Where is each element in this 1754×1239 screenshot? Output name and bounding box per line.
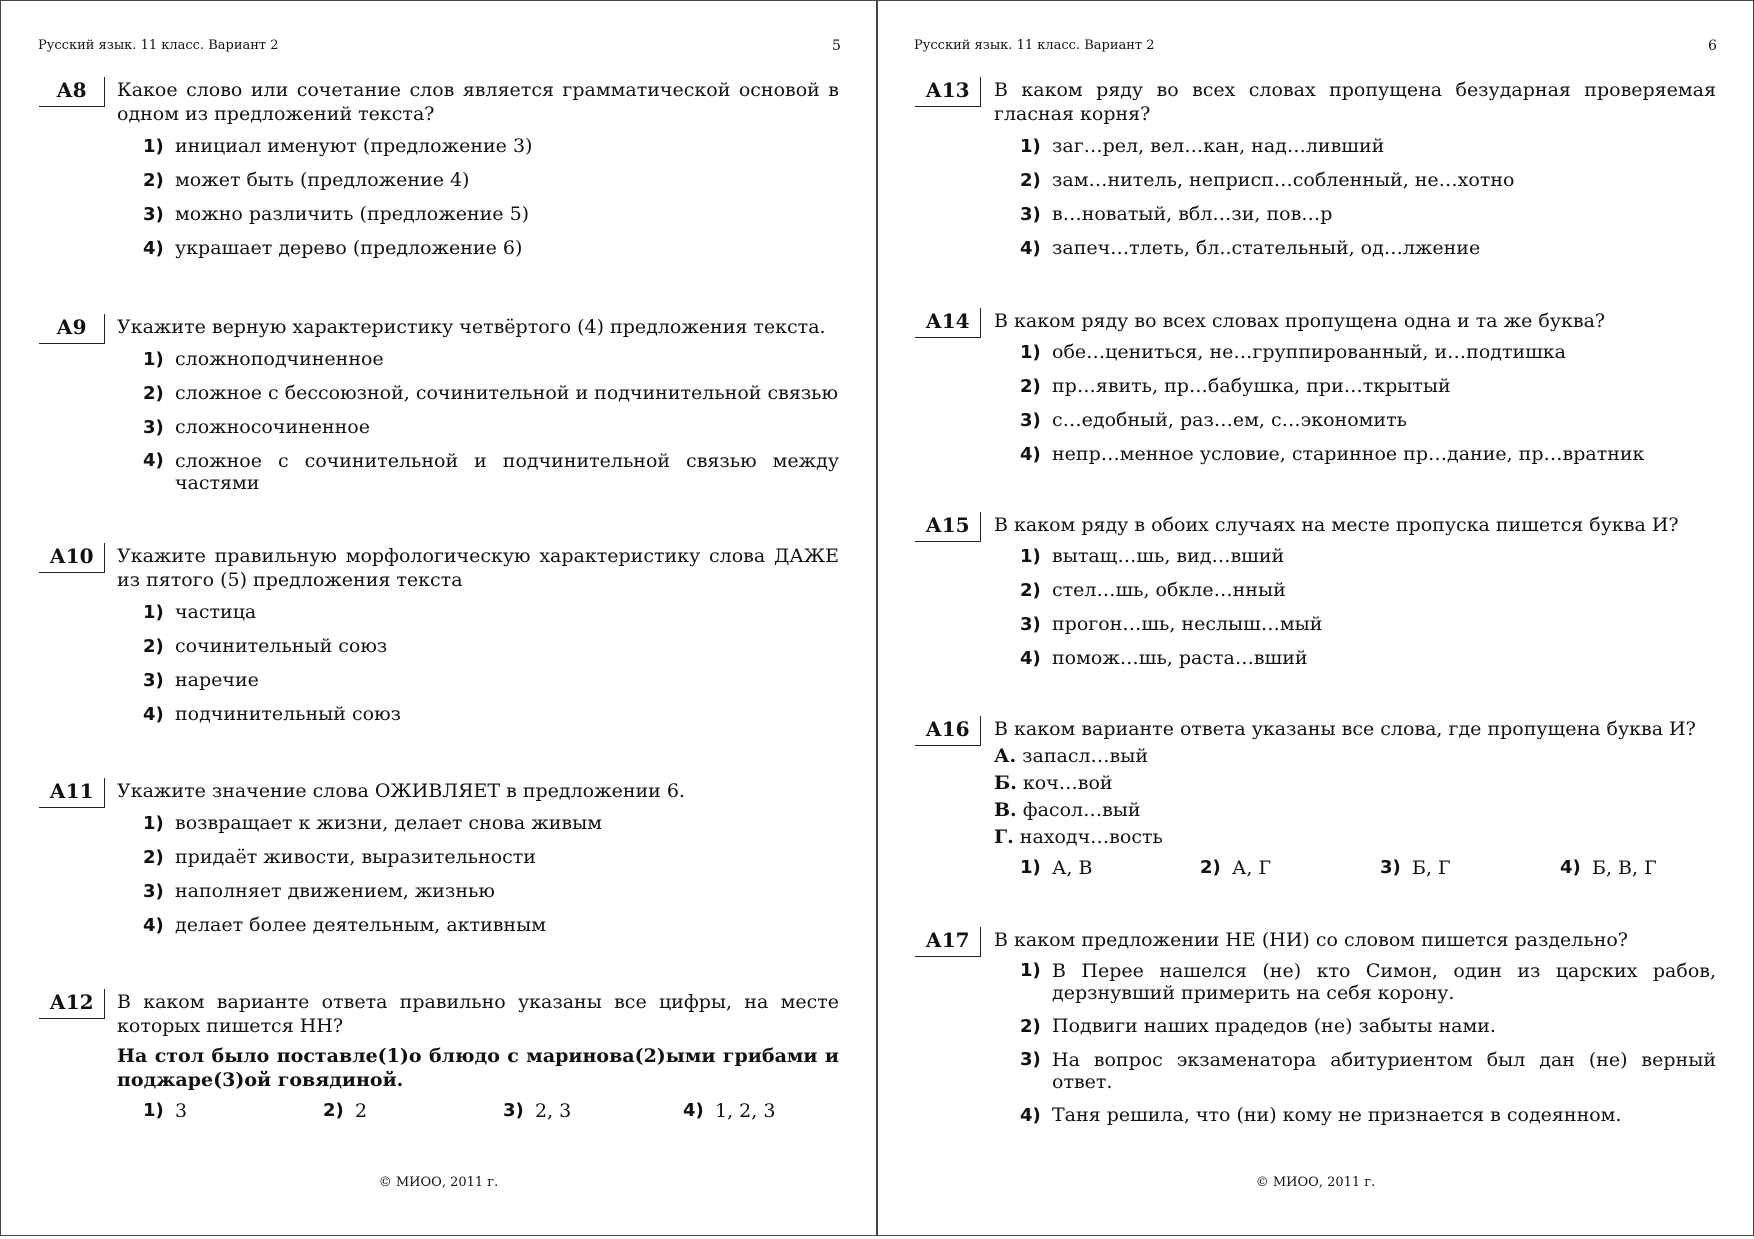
option[interactable]: 1) возвращает к жизни, делает снова живым	[143, 812, 602, 834]
question-text: Укажите значение слова ОЖИВЛЯЕТ в предложении 6.	[117, 780, 685, 802]
option[interactable]: 2) А, Г	[1200, 857, 1272, 879]
option[interactable]: 1) В Перее нашелся (не) кто Симон, один из царских рабов, дерзнувший примерить на себя корону.	[1020, 960, 1716, 1004]
option[interactable]: 4) украшает дерево (предложение 6)	[143, 237, 523, 259]
options	[143, 601, 839, 737]
option[interactable]: 2) сложное с бессоюзной, сочинительной и подчинительной связью	[143, 382, 839, 404]
options	[1020, 545, 1716, 681]
option[interactable]: 4) 1, 2, 3	[683, 1100, 776, 1122]
option[interactable]: 2) Подвиги наших прадедов (не) забыты нами.	[1020, 1015, 1496, 1037]
option[interactable]: 1) А, В	[1020, 857, 1093, 879]
option[interactable]: 2) 2	[323, 1100, 368, 1122]
option[interactable]: 1) 3	[143, 1100, 188, 1122]
question-text: В каком ряду во всех словах пропущена одна и та же буква?	[994, 310, 1606, 332]
question-number: А14	[915, 308, 981, 338]
question-text: В каком варианте ответа указаны все слова, где пропущена буква И?	[994, 718, 1696, 740]
options	[143, 135, 839, 271]
page-number: 6	[1708, 38, 1717, 54]
option[interactable]: 4) сложное с сочинительной и подчинительной связью между частями	[143, 450, 839, 494]
option[interactable]: 3) в…новатый, вбл…зи, пов…р	[1020, 203, 1333, 225]
option[interactable]: 3) сложносочиненное	[143, 416, 370, 438]
question-number: А12	[39, 989, 105, 1019]
task-sentence: На стол было поставле(1)о блюдо с маринова(2)ыми грибами и поджаре(3)ой говядиной.	[117, 1045, 839, 1091]
letter-item: Г. находч…вость	[994, 826, 1163, 848]
option[interactable]: 3) наполняет движением, жизнью	[143, 880, 495, 902]
running-head: Русский язык. 11 класс. Вариант 2	[914, 38, 1155, 53]
letter-item: А. запасл…вый	[994, 745, 1149, 767]
option[interactable]: 2) пр…явить, пр…бабушка, при…ткрытый	[1020, 375, 1451, 397]
question-number: А9	[39, 314, 105, 344]
option[interactable]: 2) сочинительный союз	[143, 635, 388, 657]
question-text: Укажите верную характеристику четвёртого (4) предложения текста.	[117, 316, 826, 338]
question-number: А17	[915, 927, 981, 957]
question-number: А15	[915, 512, 981, 542]
option[interactable]: 1) частица	[143, 601, 257, 623]
running-head: Русский язык. 11 класс. Вариант 2	[38, 38, 279, 53]
option[interactable]: 4) помож…шь, раста…вший	[1020, 647, 1308, 669]
option[interactable]: 1) инициал именуют (предложение 3)	[143, 135, 533, 157]
question-number: А16	[915, 716, 981, 746]
option[interactable]: 4) Б, В, Г	[1560, 857, 1657, 879]
option[interactable]: 1) вытащ…шь, вид…вший	[1020, 545, 1285, 567]
question-text: Укажите правильную морфологическую характеристику слова ДАЖЕ из пятого (5) предложения текста	[117, 545, 839, 591]
question-number: А11	[39, 778, 105, 808]
option[interactable]: 3) прогон…шь, неслыш…мый	[1020, 613, 1323, 635]
option[interactable]: 2) может быть (предложение 4)	[143, 169, 470, 191]
options	[143, 812, 839, 948]
page-left	[0, 0, 877, 1236]
page-number: 5	[832, 38, 841, 54]
option[interactable]: 4) делает более деятельным, активным	[143, 914, 546, 936]
option[interactable]: 1) обе…цениться, не…группированный, и…подтишка	[1020, 341, 1566, 363]
letter-item: В. фасол…вый	[994, 799, 1141, 821]
option[interactable]: 4) непр…менное условие, старинное пр…дание, пр…вратник	[1020, 443, 1645, 465]
option[interactable]: 4) подчинительный союз	[143, 703, 401, 725]
option[interactable]: 1) сложноподчиненное	[143, 348, 384, 370]
option[interactable]: 3) с…едобный, раз…ем, с…экономить	[1020, 409, 1407, 431]
options	[1020, 135, 1716, 271]
options	[143, 348, 839, 505]
letter-item: Б. коч…вой	[994, 772, 1113, 794]
option[interactable]: 3) наречие	[143, 669, 259, 691]
option[interactable]: 3) можно различить (предложение 5)	[143, 203, 530, 225]
option[interactable]: 2) придаёт живости, выразительности	[143, 846, 536, 868]
option[interactable]: 4) Таня решила, что (ни) кому не признается в содеянном.	[1020, 1104, 1622, 1126]
options	[1020, 960, 1716, 1138]
option[interactable]: 3) На вопрос экзаменатора абитуриентом был дан (не) верный ответ.	[1020, 1049, 1716, 1093]
letter-list	[994, 743, 1714, 851]
options	[1020, 341, 1716, 477]
question-number: А10	[39, 543, 105, 573]
footer-copyright: © МИОО, 2011 г.	[1255, 1175, 1376, 1190]
question-text: В каком ряду в обоих случаях на месте пропуска пишется буква И?	[994, 514, 1679, 536]
option[interactable]: 3) Б, Г	[1380, 857, 1451, 879]
option[interactable]: 4) запеч…тлеть, бл..стательный, од…лжение	[1020, 237, 1481, 259]
page-right	[877, 0, 1754, 1236]
question-text: В каком варианте ответа правильно указаны все цифры, на месте которых пишется НН?	[117, 991, 839, 1037]
option[interactable]: 1) заг…рел, вел…кан, над…ливший	[1020, 135, 1385, 157]
question-text: В каком ряду во всех словах пропущена безударная проверяемая гласная корня?	[994, 79, 1716, 125]
question-text: В каком предложении НЕ (НИ) со словом пишется раздельно?	[994, 929, 1628, 951]
option[interactable]: 2) зам…нитель, неприсп…собленный, не…хотно	[1020, 169, 1515, 191]
option[interactable]: 3) 2, 3	[503, 1100, 572, 1122]
question-number: А8	[39, 77, 105, 107]
footer-copyright: © МИОО, 2011 г.	[378, 1175, 499, 1190]
question-text: Какое слово или сочетание слов является грамматической основой в одном из предложений текста?	[117, 79, 839, 125]
option[interactable]: 2) стел…шь, обкле…нный	[1020, 579, 1286, 601]
question-number: А13	[915, 77, 981, 107]
